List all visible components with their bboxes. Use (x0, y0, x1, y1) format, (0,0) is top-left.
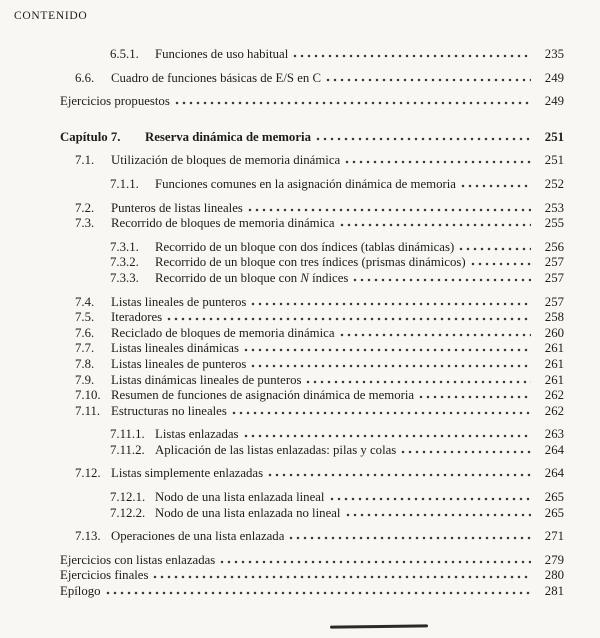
dot-leader (330, 493, 532, 501)
dot-leader (248, 204, 531, 212)
entry-page-number: 279 (544, 552, 564, 567)
entry-number: 7.1.1. (110, 176, 139, 191)
entry-number: 7.3.3. (110, 270, 139, 285)
entry-title: Reciclado de bloques de memoria dinámica (111, 325, 335, 340)
entry-page-number: 262 (544, 403, 564, 418)
entry-page-number: 281 (544, 584, 564, 599)
dot-leader (316, 133, 531, 141)
entry-title: Operaciones de una lista enlazada (111, 529, 285, 544)
entry-number: 7.11.1. (110, 427, 145, 442)
dot-leader (167, 313, 531, 321)
entry-number: 6.5.1. (110, 47, 139, 61)
entry-title-part: índices (308, 270, 349, 285)
entry-title: Iteradores (111, 310, 163, 325)
entry-page-number: 271 (544, 529, 564, 544)
entry-title: Reserva dinámica de memoria (145, 129, 311, 144)
entry-title: Funciones de uso habitual (155, 47, 289, 61)
dot-leader (153, 571, 531, 579)
entry-page-number: 280 (544, 568, 564, 583)
dot-leader (340, 219, 531, 227)
toc-entry (60, 529, 564, 545)
entry-title: Ejercicios con listas enlazadas (60, 552, 216, 567)
entry-page-number: 257 (544, 270, 564, 285)
toc-entry (60, 310, 564, 326)
entry-page-number: 255 (544, 216, 564, 231)
contents-heading: CONTENIDO (14, 10, 88, 22)
entry-number: 7.2. (75, 200, 95, 215)
entry-title-italic-part: N (300, 270, 309, 285)
entry-number: 7.3. (75, 216, 95, 231)
dot-leader (471, 258, 531, 266)
entry-title: Listas simplemente enlazadas (111, 466, 264, 481)
dot-leader (419, 391, 531, 399)
entry-page-number: 251 (544, 153, 564, 168)
entry-number: Capítulo 7. (60, 129, 121, 144)
toc-entry (60, 404, 564, 420)
entry-title: Cuadro de funciones básicas de E/S en C (111, 70, 322, 85)
dot-leader (244, 430, 532, 438)
entry-number: 7.13. (75, 529, 101, 544)
entry-page-number: 261 (544, 341, 564, 356)
dot-leader (232, 407, 531, 415)
toc-entry (60, 427, 564, 443)
entry-page-number: 252 (544, 176, 564, 191)
entry-page-number: 260 (544, 325, 564, 340)
toc-entry (60, 326, 564, 342)
entry-title: Listas lineales dinámicas (111, 341, 239, 356)
toc-entry (60, 388, 564, 404)
entry-number: 7.8. (75, 356, 95, 371)
entry-number: 7.10. (75, 388, 101, 403)
entry-title: Estructuras no lineales (111, 403, 227, 418)
entry-title: Ejercicios propuestos (60, 94, 170, 109)
toc-entry (60, 216, 564, 232)
toc-entry (60, 153, 564, 169)
entry-number: 7.9. (75, 372, 95, 387)
entry-title: Nodo de una lista enlazada lineal (155, 490, 325, 505)
entry-number: 7.12.2. (110, 505, 146, 520)
dot-leader (244, 344, 531, 352)
dot-leader (268, 469, 531, 477)
entry-page-number: 261 (544, 372, 564, 387)
entry-page-number: 265 (544, 490, 564, 505)
entry-title: Funciones comunes en la asignación dinámica de memoria (155, 176, 456, 191)
entry-page-number: 258 (544, 310, 564, 325)
entry-page-number: 256 (544, 239, 564, 254)
toc-entry (60, 201, 564, 217)
scan-artifact-line (330, 624, 428, 628)
entry-page-number: 264 (544, 466, 564, 481)
dot-leader (340, 329, 531, 337)
entry-title: Recorrido de un bloque con dos índices (tablas dinámicas) (155, 239, 455, 254)
entry-page-number: 253 (544, 200, 564, 215)
entry-number: 7.12. (75, 466, 101, 481)
toc-entry (60, 443, 564, 459)
entry-number: 7.7. (75, 341, 95, 356)
entry-number: 7.12.1. (110, 490, 146, 505)
dot-leader (345, 156, 531, 164)
entry-number: 7.11. (75, 403, 101, 418)
entry-title: Epílogo (60, 584, 101, 599)
toc-entry (60, 295, 564, 311)
entry-page-number: 263 (544, 427, 564, 442)
entry-number: 7.5. (75, 310, 95, 325)
entry-title: Aplicación de las listas enlazadas: pilas y colas (155, 442, 397, 457)
entry-title: Nodo de una lista enlazada no lineal (155, 505, 341, 520)
entry-title: Listas enlazadas (155, 427, 239, 442)
dot-leader (461, 180, 531, 188)
entry-title: Recorrido de un bloque con tres índices (prismas dinámicos) (155, 255, 466, 270)
entry-number: 7.6. (75, 325, 95, 340)
entry-number: 7.3.1. (110, 239, 139, 254)
toc-entry (60, 341, 564, 357)
toc-entry (60, 94, 564, 110)
toc-entry (60, 466, 564, 482)
toc-entry (60, 490, 564, 506)
entry-number: 7.3.2. (110, 255, 139, 270)
entry-number: 7.4. (75, 294, 95, 309)
toc-entry (60, 506, 564, 522)
entry-title: Listas dinámicas lineales de punteros (111, 372, 302, 387)
entry-page-number: 235 (544, 47, 564, 61)
entry-page-number: 257 (544, 255, 564, 270)
dot-leader (106, 587, 531, 595)
toc-entry (60, 584, 564, 600)
toc-entry (60, 553, 564, 569)
toc-entry (60, 357, 564, 373)
dot-leader (293, 50, 531, 58)
toc-entry (60, 47, 564, 63)
entry-number: 7.11.2. (110, 442, 145, 457)
entry-title-part: Recorrido de un bloque con (155, 270, 301, 285)
dot-leader (289, 532, 531, 540)
dot-leader (251, 360, 531, 368)
dot-leader (401, 446, 531, 454)
entry-title: Listas lineales de punteros (111, 356, 247, 371)
entry-page-number: 257 (544, 294, 564, 309)
entry-page-number: 249 (544, 70, 564, 85)
dot-leader (353, 274, 531, 282)
entry-page-number: 264 (544, 442, 564, 457)
entry-title: Resumen de funciones de asignación dinámica de memoria (111, 388, 415, 403)
dot-leader (175, 97, 531, 105)
dot-leader (459, 243, 531, 251)
entry-number: 6.6. (75, 70, 95, 85)
entry-page-number: 251 (544, 129, 564, 144)
entry-page-number: 249 (544, 94, 564, 109)
entry-page-number: 262 (544, 388, 564, 403)
toc-entry (60, 255, 564, 271)
toc-chapter-entry (60, 130, 564, 146)
toc-entry (60, 240, 564, 256)
toc-entry (60, 71, 564, 87)
dot-leader (326, 74, 531, 82)
entry-page-number: 265 (544, 505, 564, 520)
entry-title: Recorrido de bloques de memoria dinámica (111, 216, 335, 231)
dot-leader (346, 509, 532, 517)
dot-leader (306, 376, 531, 384)
entry-title: Ejercicios finales (60, 568, 149, 583)
toc-entry-list (60, 47, 564, 600)
entry-title (155, 271, 348, 287)
toc-entry (60, 568, 564, 584)
entry-title: Listas lineales de punteros (111, 294, 247, 309)
entry-title: Punteros de listas lineales (111, 200, 243, 215)
entry-page-number: 261 (544, 356, 564, 371)
entry-number: 7.1. (75, 153, 95, 168)
toc-entry (60, 373, 564, 389)
toc-entry (60, 271, 564, 287)
dot-leader (251, 298, 531, 306)
toc-entry (60, 177, 564, 193)
entry-title: Utilización de bloques de memoria dinámica (111, 153, 341, 168)
dot-leader (220, 556, 531, 564)
